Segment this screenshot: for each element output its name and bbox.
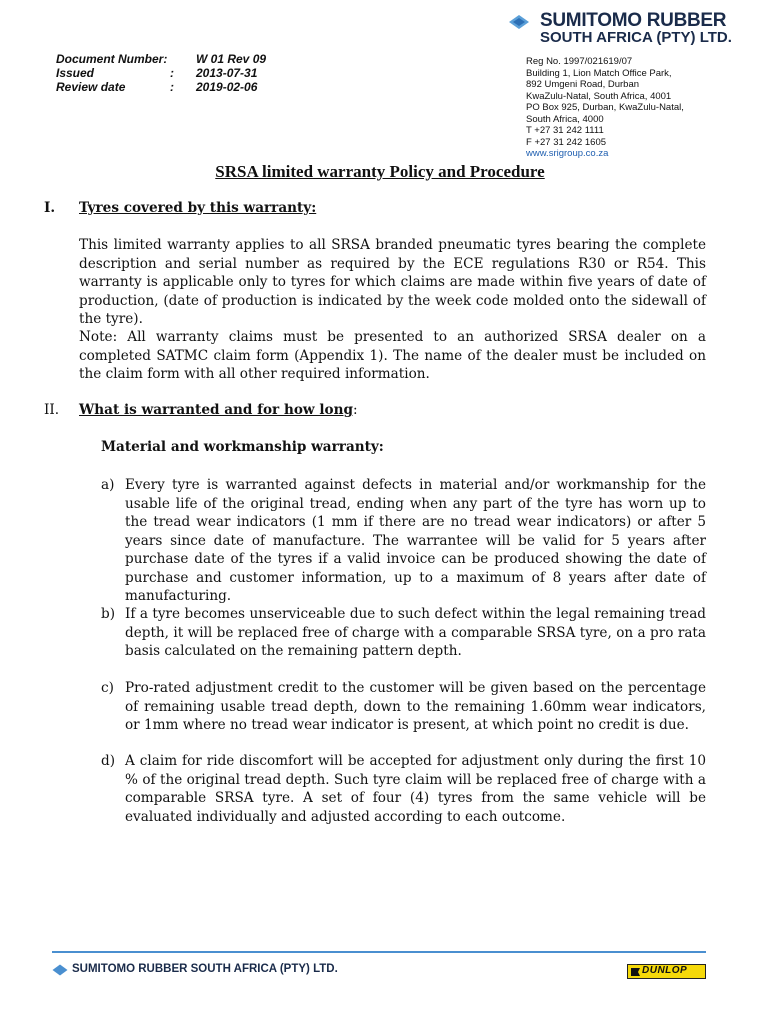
meta-key: Review date [56, 80, 126, 94]
sumitomo-footer-logo-icon [52, 964, 68, 976]
company-logo [508, 12, 748, 48]
address-line: KwaZulu-Natal, South Africa, 4001 [526, 90, 672, 102]
list-item-label: c) [101, 680, 114, 696]
list-item-text: Pro-rated adjustment credit to the customer will be given based on the percentage of remaining usable tread depth, down to the remaining 1.60mm wear indicators, or 1mm where no tread wear indicator is present, at which point no credit is due. [125, 680, 706, 733]
list-item-label: a) [101, 477, 115, 493]
dunlop-flag-icon [630, 967, 641, 977]
warranty-subheading: Material and workmanship warranty: [101, 439, 384, 455]
list-item-label: b) [101, 606, 116, 622]
sumitomo-logo-icon [508, 14, 530, 30]
dunlop-logo [627, 964, 706, 979]
fax: F +27 31 242 1605 [526, 136, 607, 148]
list-item [101, 752, 706, 826]
section-2-number: II. [44, 402, 60, 418]
telephone: T +27 31 242 1111 [526, 125, 604, 136]
meta-key: Document Number: [56, 52, 168, 66]
meta-value: 2019-02-06 [196, 80, 258, 94]
footer-company-name: SUMITOMO RUBBER SOUTH AFRICA (PTY) LTD. [72, 963, 338, 975]
list-item-label: d) [101, 753, 116, 769]
section-2-colon: : [352, 402, 358, 418]
meta-value: 2013-07-31 [196, 66, 258, 80]
list-item-text: If a tyre becomes unserviceable due to such defect within the legal remaining tread depth, it will be replaced free of charge with a comparable SRSA tyre, on a pro rata basis calculated on the remaining pattern depth. [125, 606, 706, 659]
list-item [101, 476, 706, 606]
list-item-text: Every tyre is warranted against defects in material and/or workmanship for the usable life of the original tread, ending when any part of the tyre has worn up to the tread wear indicators (1 mm if there are no tread wear indicators) or after 5 years since date of manufacture. The warrantee will be valid for 5 years after purchase date of the tyres if a valid invoice can be produced showing the date of purchase and customer information, up to a maximum of 8 years after date of manufacturing. [125, 477, 706, 604]
list-item [101, 605, 706, 661]
meta-key: Issued [56, 66, 95, 80]
address-line: PO Box 925, Durban, KwaZulu-Natal, [526, 102, 684, 113]
address-line: South Africa, 4000 [526, 113, 604, 125]
logo-line1: SUMITOMO RUBBER [540, 10, 727, 31]
address-line: Building 1, Lion Match Office Park, [526, 67, 672, 79]
section-2-heading-wrap [79, 402, 358, 418]
logo-line2: SOUTH AFRICA (PTY) LTD. [540, 29, 732, 46]
company-address [526, 56, 684, 160]
dunlop-wordmark: DUNLOP [642, 965, 688, 976]
meta-value: W 01 Rev 09 [196, 52, 267, 66]
section-1-heading: Tyres covered by this warranty: [79, 200, 317, 216]
meta-sep: : [170, 66, 174, 80]
list-item-text: A claim for ride discomfort will be accepted for adjustment only during the first 10 % of the original tread depth. Such tyre claim will be replaced free of charge with a comparable SRSA tyre. A set of four (4) tyres from the same vehicle will be evaluated individually and adjusted according to each outcome. [125, 753, 706, 825]
document-title: SRSA limited warranty Policy and Procedure [215, 162, 545, 181]
reg-number: Reg No. 1997/021619/07 [526, 56, 633, 67]
website-link[interactable]: www.srigroup.co.za [526, 148, 609, 159]
list-item [101, 679, 706, 735]
address-line: 892 Umgeni Road, Durban [526, 79, 640, 90]
footer-divider [52, 951, 706, 953]
section-1-note: Note: All warranty claims must be presented to an authorized SRSA dealer on a completed SATMC claim form (Appendix 1). The name of the dealer must be included on the claim form with all other required information. [79, 329, 706, 382]
section-1-number: I. [44, 200, 56, 216]
section-1-paragraph: This limited warranty applies to all SRSA branded pneumatic tyres bearing the complete description and serial number as required by the ECE regulations R30 or R54. This warranty is applicable only to tyres for which claims are made within five years of date of production, (date of production is indicated by the week code molded onto the sidewall of the tyre). [79, 237, 706, 327]
section-2-heading: What is warranted and for how long [79, 402, 353, 418]
meta-sep: : [170, 80, 174, 94]
